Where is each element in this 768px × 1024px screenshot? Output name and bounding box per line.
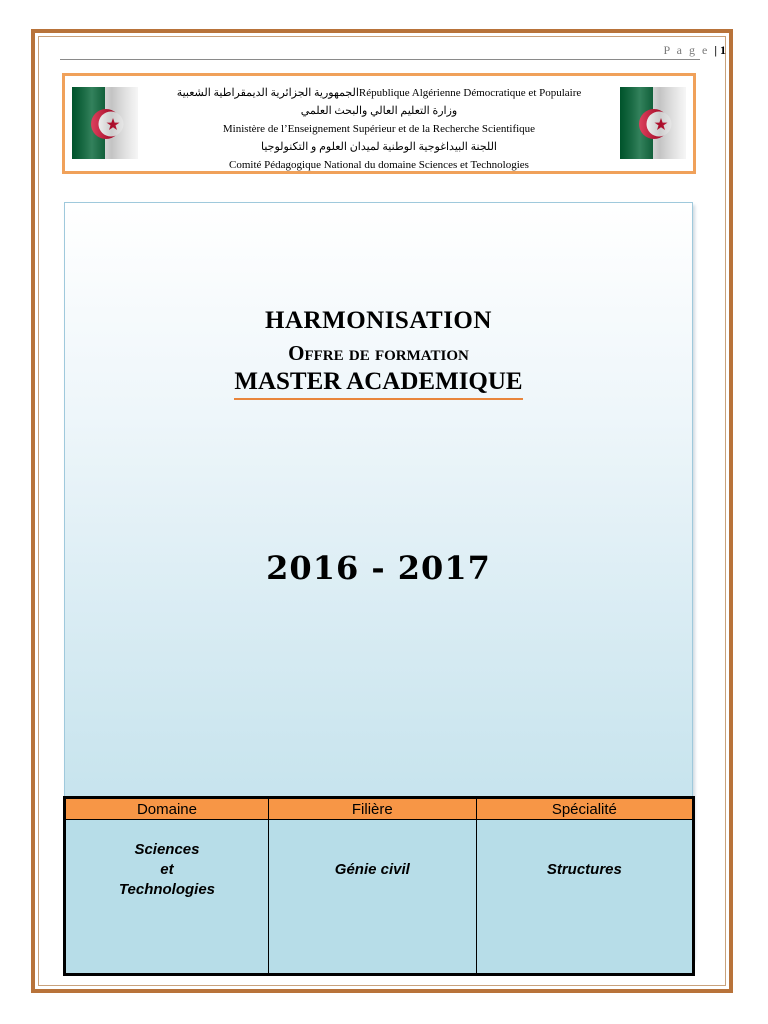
specialite-value: Structures (546, 861, 622, 878)
header-rule (60, 59, 700, 60)
cell-specialite (476, 820, 693, 975)
domaine-line: Technologies (118, 881, 216, 898)
filiere-value: Génie civil (334, 861, 410, 878)
cell-filiere (268, 820, 476, 975)
letterhead-text (145, 84, 613, 174)
domaine-line: Sciences (134, 841, 200, 858)
program-table (63, 796, 695, 976)
algerian-flag-icon (72, 87, 138, 159)
letterhead-line-ministry: Ministère de l’Enseignement Supérieur et de la Recherche Scientifique (222, 123, 536, 135)
cover-title: HARMONISATION (265, 307, 492, 334)
header-specialite: Spécialité (476, 798, 693, 820)
table-header-row (65, 798, 694, 820)
letterhead-line-republic: الجمهورية الجزائرية الديمقراطية الشعبيةRépublique Algérienne Démocratique et Populaire (176, 87, 582, 99)
letterhead (62, 73, 696, 174)
letterhead-line-ministry-arabic: وزارة التعليم العالي والبحث العلمي (300, 105, 458, 117)
algerian-flag-icon (620, 87, 686, 159)
cover-program-label: MASTER ACADEMIQUE (234, 368, 522, 400)
academic-years: 2016 - 2017 (266, 549, 491, 587)
page-number: P a g e | 1 (663, 43, 726, 57)
cover-subtitle: Offre de formation (288, 341, 469, 365)
domaine-line: et (160, 861, 174, 878)
table-row (65, 820, 694, 975)
letterhead-line-committee-arabic: اللجنة البيداغوجية الوطنية لميدان العلوم و التكنولوجيا (261, 141, 497, 153)
header-domaine: Domaine (65, 798, 269, 820)
letterhead-line-committee: Comité Pédagogique National du domaine Sciences et Technologies (229, 159, 529, 171)
cover-program (65, 368, 692, 400)
page-label: P a g e (663, 43, 710, 57)
page-number-value: 1 (720, 43, 726, 57)
header-filiere: Filière (268, 798, 476, 820)
cell-domaine (65, 820, 269, 975)
